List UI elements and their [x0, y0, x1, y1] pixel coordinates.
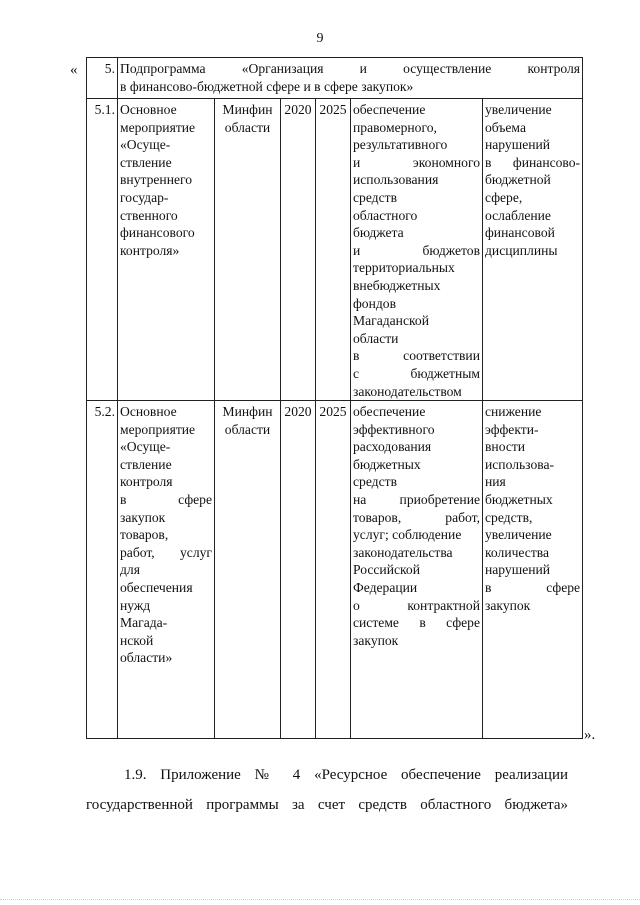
consequence-line: увеличение	[485, 527, 552, 543]
consequence-line: дисциплины	[485, 242, 558, 258]
subprogram-title-line2: в финансово-бюджетной сфере и в сфере закупок»	[120, 78, 414, 94]
result-line: результативного	[353, 137, 448, 153]
page-number: 9	[316, 31, 324, 46]
consequence-line: средств,	[485, 509, 533, 525]
consequence-line: ослабление	[485, 207, 551, 223]
result-line: закупок	[353, 632, 399, 648]
amendment-line-2: государственной программы за счет средств областного бюджета»	[86, 797, 568, 813]
result-line: законодательством	[353, 383, 462, 399]
consequence-line: увеличение	[485, 102, 552, 117]
expected-result-cell	[351, 401, 483, 739]
start-year: 2020	[281, 401, 316, 739]
consequence-line: бюджетной	[485, 172, 551, 188]
opening-quote-mark: «	[70, 62, 78, 78]
result-line: в соответствии	[353, 348, 480, 364]
measure-line: финансового	[120, 225, 195, 241]
consequence-line: количества	[485, 544, 550, 560]
scan-edge-divider	[0, 899, 640, 901]
result-line: и экономного	[353, 154, 480, 170]
measure-line: для	[120, 562, 140, 578]
measure-line: нской	[120, 632, 154, 648]
result-line: бюджета	[353, 225, 404, 241]
subprogram-number: 5.	[87, 58, 118, 99]
expected-result-cell	[351, 99, 483, 401]
result-line: о контрактной	[353, 597, 480, 613]
result-line: эффективного	[353, 421, 435, 437]
result-line: средств	[353, 189, 397, 205]
measure-line: мероприятие	[120, 119, 196, 135]
measure-name-cell	[118, 99, 215, 401]
result-line: бюджетных	[353, 456, 421, 472]
measure-line: контроля»	[120, 242, 180, 258]
consequence-cell	[483, 401, 583, 739]
measure-line: Магада-	[120, 615, 168, 631]
result-line: области	[353, 330, 399, 346]
consequence-line: закупок	[485, 597, 531, 613]
result-line: товаров, работ,	[353, 509, 480, 525]
result-line: Федерации	[353, 580, 418, 596]
measure-line: ственного	[120, 207, 178, 223]
result-line: Магаданской	[353, 313, 429, 329]
consequence-line: в финансово-	[485, 154, 581, 170]
subprogram-header-row	[87, 58, 583, 99]
closing-quote-mark: ».	[584, 727, 596, 743]
measure-line: товаров,	[120, 527, 169, 543]
subprogram-title-word: и	[359, 61, 367, 76]
consequence-line: ния	[485, 474, 506, 490]
result-line: системе в сфере	[353, 615, 480, 631]
result-line: расходования	[353, 439, 432, 455]
measure-line: ствление	[120, 456, 172, 472]
measure-line: работ, услуг	[120, 544, 212, 560]
result-line: услуг; соблюдение	[353, 527, 462, 543]
subprogram-title-word: осуществление	[403, 61, 492, 76]
result-line: обеспечение	[353, 404, 426, 420]
subprogram-table	[86, 57, 583, 739]
executor-cell	[215, 401, 281, 739]
measure-line: нужд	[120, 597, 151, 613]
measure-line: «Осуще-	[120, 439, 171, 455]
consequence-line: нарушений	[485, 562, 551, 578]
measure-line: в сфере	[120, 492, 212, 508]
result-line: на приобретение	[353, 492, 480, 508]
measure-line: мероприятие	[120, 421, 196, 437]
result-line: обеспечение	[353, 102, 426, 117]
measure-line: области»	[120, 650, 173, 666]
measure-line: «Осуще-	[120, 137, 171, 153]
consequence-line: использова-	[485, 456, 555, 472]
result-line: использования	[353, 172, 439, 188]
row-number: 5.1.	[87, 99, 118, 401]
executor-line: области	[224, 421, 271, 437]
result-line: средств	[353, 474, 397, 490]
subprogram-title-word: «Организация	[241, 61, 324, 76]
result-line: правомерного,	[353, 119, 437, 135]
consequence-line: в сфере	[485, 580, 581, 596]
consequence-line: вности	[485, 439, 526, 455]
result-line: Российской	[353, 562, 420, 578]
row-number: 5.2.	[87, 401, 118, 739]
consequence-line: объема	[485, 119, 526, 135]
subprogram-title-word: контроля	[527, 61, 581, 76]
measure-line: закупок	[120, 509, 166, 525]
result-line: и бюджетов	[353, 242, 480, 258]
consequence-line: нарушений	[485, 137, 551, 153]
subprogram-title-line1	[120, 60, 580, 78]
measure-line: обеспечения	[120, 580, 193, 596]
amendment-line-1: 1.9. Приложение № 4 «Ресурсное обеспечение реализации	[124, 767, 568, 783]
executor-cell	[215, 99, 281, 401]
consequence-cell	[483, 99, 583, 401]
end-year: 2025	[316, 99, 351, 401]
consequence-line: финансовой	[485, 225, 555, 241]
end-year: 2025	[316, 401, 351, 739]
result-line: территориальных	[353, 260, 455, 276]
consequence-line: эффекти-	[485, 421, 539, 437]
executor-line: Минфин	[222, 404, 273, 420]
subprogram-title-word: Подпрограмма	[120, 61, 206, 76]
result-line: с бюджетным	[353, 365, 480, 381]
result-line: фондов	[353, 295, 397, 311]
consequence-line: бюджетных	[485, 492, 553, 508]
executor-line: области	[224, 119, 271, 135]
result-line: областного	[353, 207, 418, 223]
measure-line: ствление	[120, 154, 172, 170]
measure-line: Основное	[120, 102, 177, 117]
table-row-5-2	[87, 401, 583, 739]
measure-line: контроля	[120, 474, 173, 490]
result-line: законодательства	[353, 544, 453, 560]
measure-name-cell	[118, 401, 215, 739]
table-row-5-1	[87, 99, 583, 401]
start-year: 2020	[281, 99, 316, 401]
consequence-line: снижение	[485, 404, 542, 420]
measure-line: внутреннего	[120, 172, 193, 188]
consequence-line: сфере,	[485, 189, 523, 205]
subprogram-title	[118, 58, 583, 99]
result-line: внебюджетных	[353, 277, 441, 293]
measure-line: Основное	[120, 404, 177, 420]
executor-line: Минфин	[222, 102, 273, 117]
measure-line: государ-	[120, 189, 169, 205]
